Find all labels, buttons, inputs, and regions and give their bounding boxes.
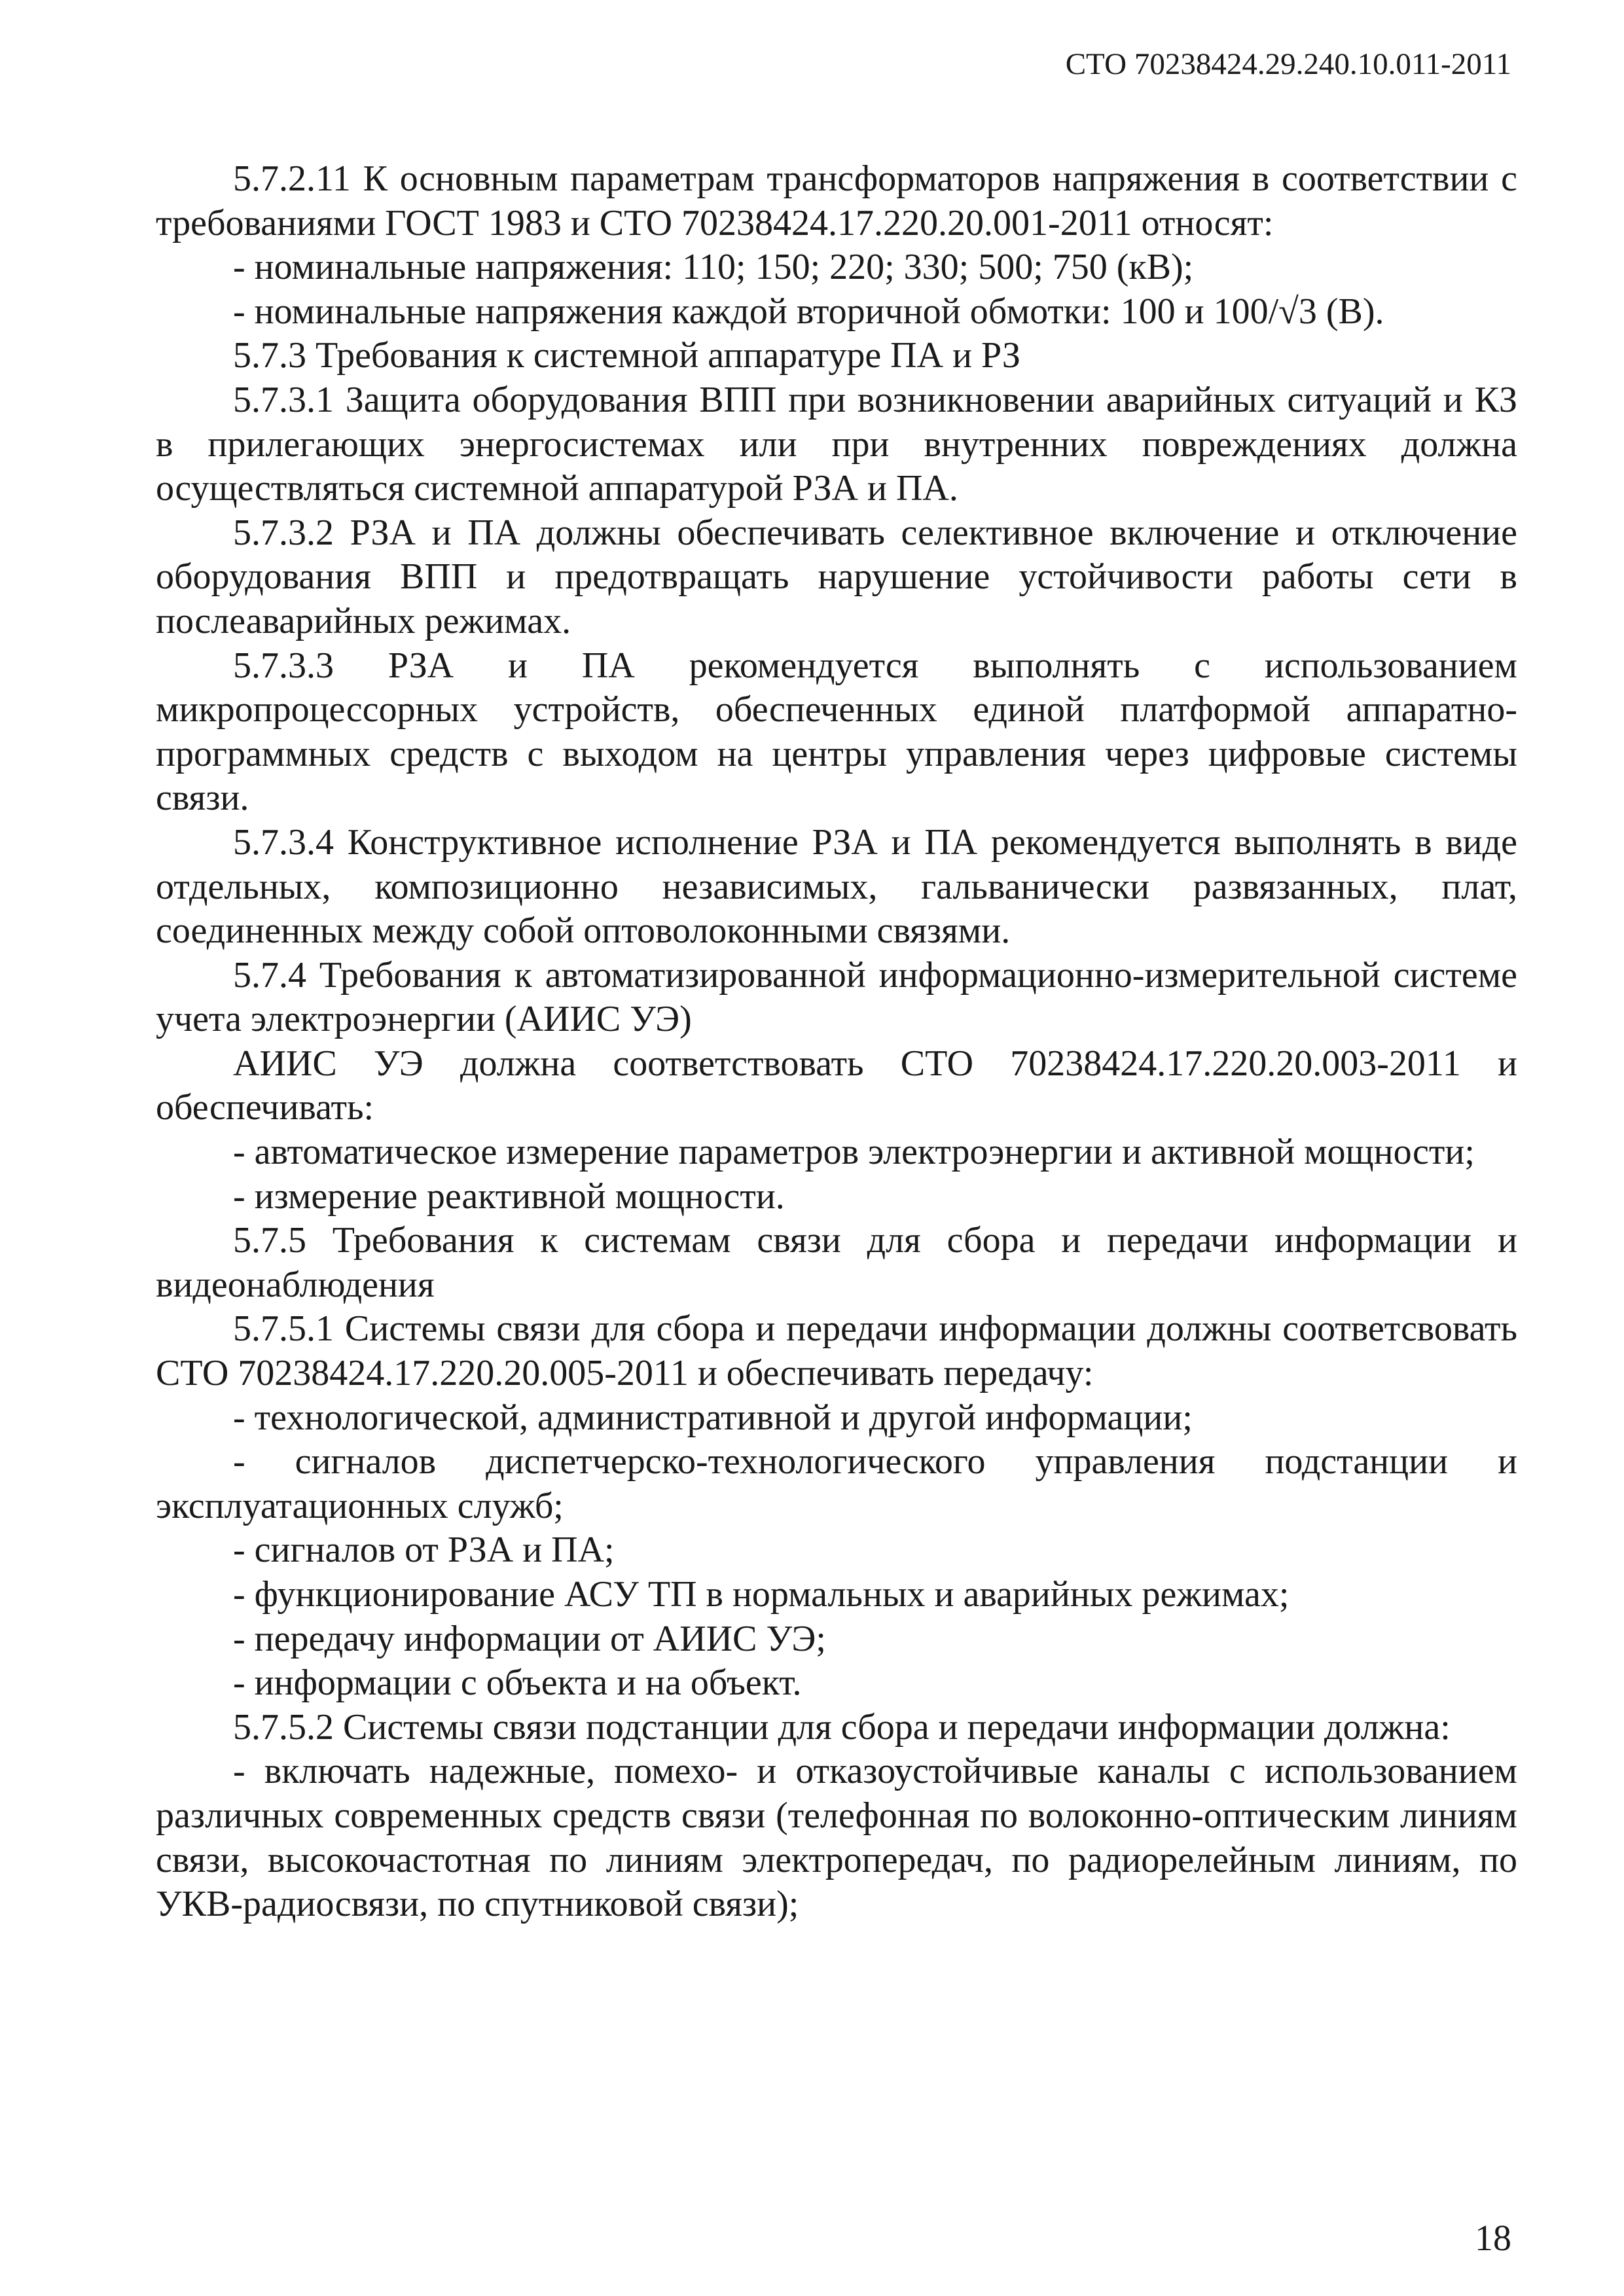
list-item-aiis-transfer: - передачу информации от АИИС УЭ;	[233, 1618, 826, 1659]
page-number: 18	[1475, 2218, 1511, 2259]
paragraph-5-7-3-3: 5.7.3.3 РЗА и ПА рекомендуется выполнять с использованием микропроцессорных устройств, обеспеченных единой платформой аппаратно-программных средств с выходом на центры управления через цифровые системы связи.	[156, 645, 1517, 819]
list-item-reliable-channels: - включать надежные, помехо- и отказоустойчивые каналы с использованием различных современных средств связи (телефонная по волоконно-оптическим линиям связи, высокочастотная по линиям электропередач, по радиорелейным линиям, по УКВ-радиосвязи, по спутниковой связи);	[156, 1751, 1517, 1925]
paragraph-5-7-2-11: 5.7.2.11 К основным параметрам трансформаторов напряжения в соответствии с требованиями ГОСТ 1983 и СТО 70238424.17.220.20.001-2011 относят:	[156, 158, 1517, 243]
list-item-technological-info: - технологической, административной и другой информации;	[233, 1397, 1193, 1438]
list-item-asu-tp: - функционирование АСУ ТП в нормальных и аварийных режимах;	[233, 1574, 1290, 1615]
document-code-header: СТО 70238424.29.240.10.011-2011	[1065, 47, 1511, 81]
list-item-automatic-measurement: - автоматическое измерение параметров электроэнергии и активной мощности;	[233, 1132, 1475, 1173]
list-item-rza-pa-signals: - сигналов от РЗА и ПА;	[233, 1530, 615, 1571]
list-item-object-info: - информации с объекта и на объект.	[233, 1662, 802, 1704]
paragraph-5-7-5-2: 5.7.5.2 Системы связи подстанции для сбора и передачи информации должна:	[233, 1706, 1451, 1748]
section-heading-5-7-3: 5.7.3 Требования к системной аппаратуре ПА и РЗ	[233, 335, 1020, 376]
paragraph-aiis-ue: АИИС УЭ должна соответствовать СТО 70238424.17.220.20.003-2011 и обеспечивать:	[156, 1043, 1517, 1128]
paragraph-5-7-3-1: 5.7.3.1 Защита оборудования ВПП при возникновении аварийных ситуаций и КЗ в прилегающих энергосистемах или при внутренних повреждениях должна осуществляться системной аппаратурой РЗА и ПА.	[156, 379, 1517, 509]
paragraph-5-7-5-1: 5.7.5.1 Системы связи для сбора и передачи информации должны соответсвовать СТО 70238424.17.220.20.005-2011 и обеспечивать передачу:	[156, 1308, 1517, 1394]
section-heading-5-7-4: 5.7.4 Требования к автоматизированной информационно-измерительной системе учета электроэнергии (АИИС УЭ)	[156, 954, 1517, 1040]
list-item-dispatch-signals: - сигналов диспетчерско-технологического управления подстанции и эксплуатационных служб;	[156, 1441, 1517, 1526]
document-body	[156, 157, 1517, 1927]
list-item-secondary-winding-voltages: - номинальные напряжения каждой вторичной обмотки: 100 и 100/√3 (В).	[233, 291, 1384, 332]
list-item-nominal-voltages: - номинальные напряжения: 110; 150; 220; 330; 500; 750 (кВ);	[233, 247, 1194, 288]
paragraph-5-7-3-2: 5.7.3.2 РЗА и ПА должны обеспечивать селективное включение и отключение оборудования ВПП и предотвращать нарушение устойчивости работы сети в послеаварийных режимах.	[156, 512, 1517, 641]
list-item-reactive-power: - измерение реактивной мощности.	[233, 1175, 785, 1217]
paragraph-5-7-3-4: 5.7.3.4 Конструктивное исполнение РЗА и ПА рекомендуется выполнять в виде отдельных, композиционно независимых, гальванически развязанных, плат, соединенных между собой оптоволоконными связями.	[156, 821, 1517, 952]
section-heading-5-7-5: 5.7.5 Требования к системам связи для сбора и передачи информации и видеонаблюдения	[156, 1220, 1517, 1305]
